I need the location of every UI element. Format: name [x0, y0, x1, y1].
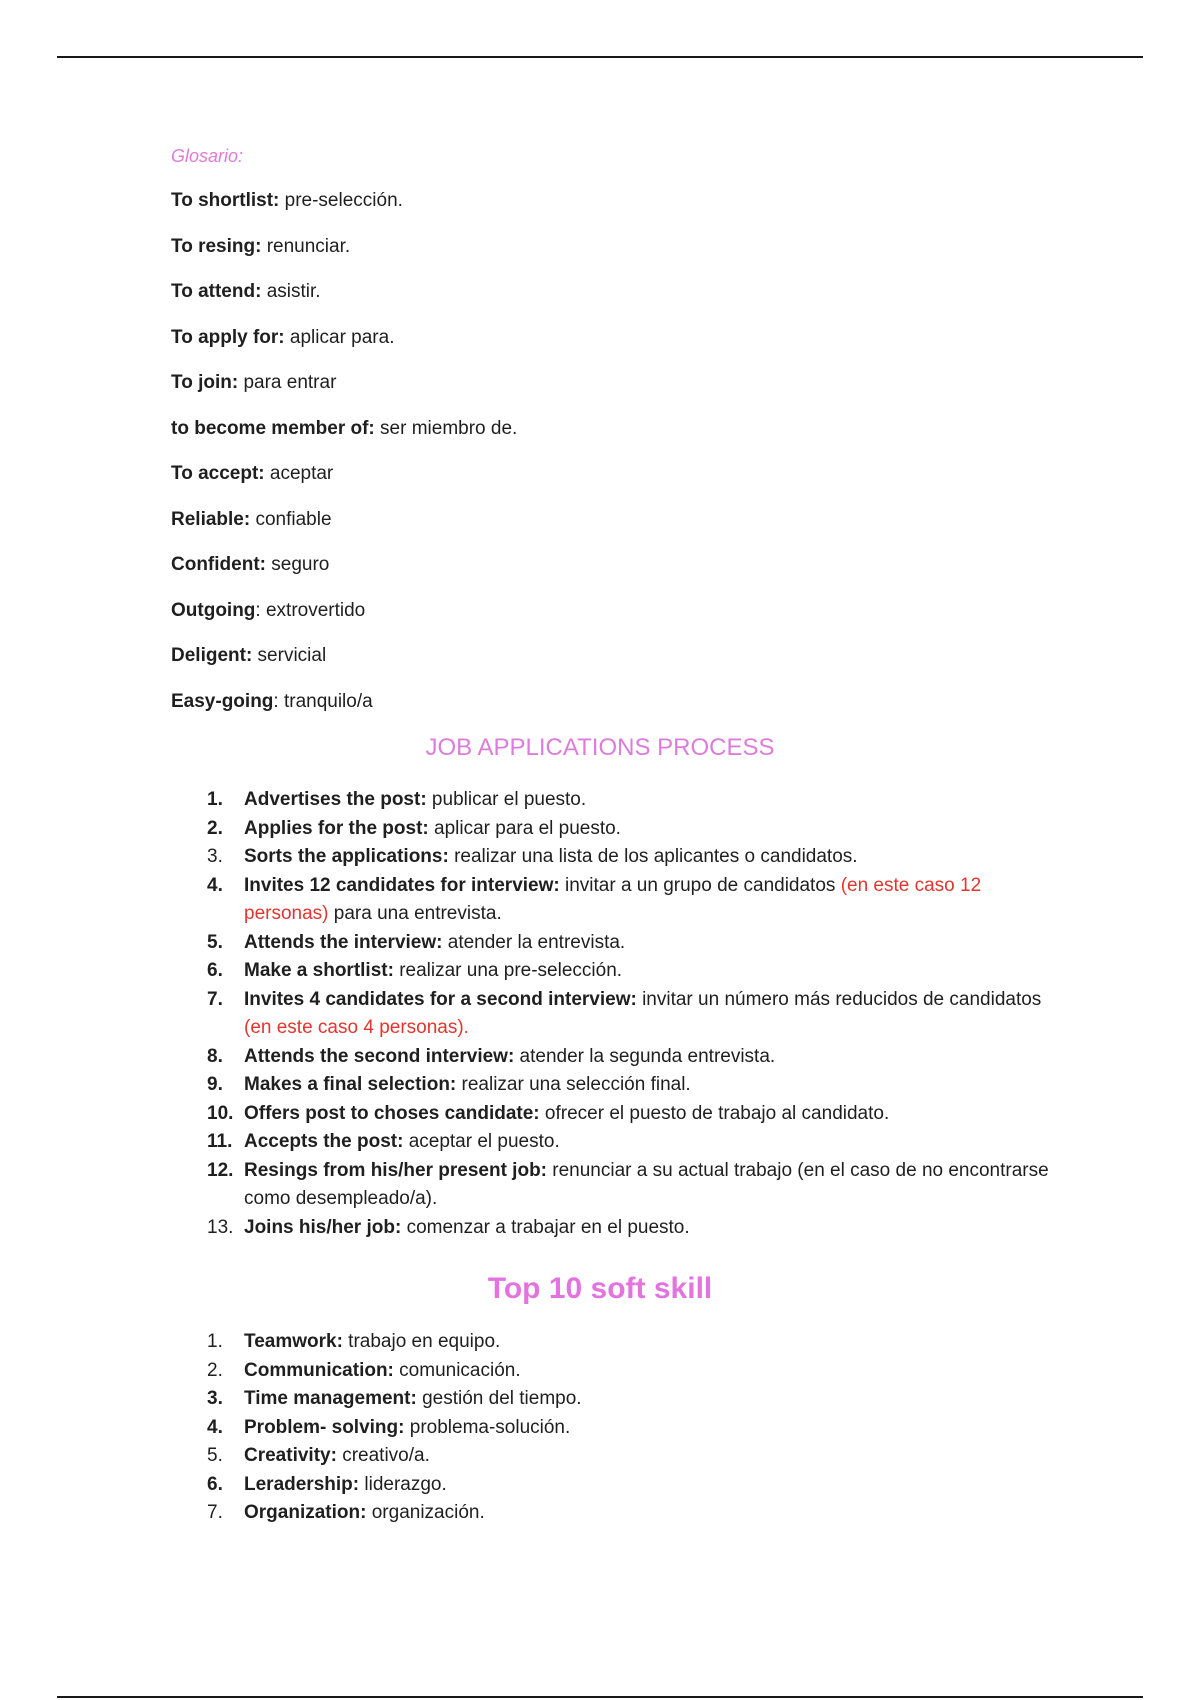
- step-number: 1.: [207, 789, 223, 810]
- glossary-item: [171, 414, 517, 460]
- glossary-definition: para entrar: [238, 372, 337, 393]
- bottom-rule: [57, 1696, 1143, 1698]
- step-definition: realizar una pre-selección.: [393, 960, 623, 981]
- process-step: [207, 1157, 1067, 1214]
- step-term: Applies for the post:: [244, 817, 429, 839]
- glossary-heading: Glosario:: [171, 146, 244, 166]
- glossary-item: [171, 368, 517, 414]
- step-number: 6.: [207, 960, 223, 981]
- skill-number: 1.: [207, 1331, 223, 1352]
- step-definition: aceptar el puesto.: [403, 1131, 560, 1152]
- skill-number: 6.: [207, 1473, 223, 1495]
- step-definition: publicar el puesto.: [426, 789, 587, 810]
- glossary-term: Easy-going: [171, 690, 274, 712]
- step-definition: ofrecer el puesto de trabajo al candidato.: [539, 1102, 890, 1124]
- glossary-item: [171, 641, 517, 687]
- process-step: [207, 1214, 1067, 1243]
- step-term: Makes a final selection:: [244, 1074, 457, 1095]
- step-definition: renunciar a su actual trabajo (en el caso de no encontrarse como desempleado/a).: [244, 1159, 1049, 1209]
- skill-term: Time management:: [244, 1388, 417, 1409]
- glossary-definition: confiable: [250, 508, 332, 530]
- skill-number: 3.: [207, 1388, 223, 1409]
- glossary-item: [171, 550, 517, 596]
- skill-item: [207, 1385, 1067, 1414]
- glossary-item: [171, 277, 517, 323]
- glossary-definition: pre-selección.: [279, 190, 403, 211]
- skill-definition: organización.: [366, 1502, 485, 1523]
- glossary-term: To shortlist:: [171, 190, 280, 211]
- skill-term: Organization:: [244, 1502, 367, 1523]
- skill-term: Problem- solving:: [244, 1416, 405, 1438]
- step-term: Invites 12 candidates for interview:: [244, 874, 560, 896]
- step-definition: invitar un número más reducidos de candidatos: [636, 988, 1042, 1010]
- glossary-item: [171, 459, 517, 505]
- step-number: 12.: [207, 1159, 234, 1181]
- glossary-item: [171, 505, 517, 551]
- skill-item: [207, 1328, 1067, 1357]
- step-number: 5.: [207, 931, 223, 953]
- step-definition: realizar una selección final.: [456, 1074, 691, 1095]
- process-step: [207, 1043, 1067, 1072]
- glossary-term: To join:: [171, 372, 239, 393]
- step-number: 3.: [207, 846, 223, 867]
- process-step: [207, 1128, 1067, 1157]
- skill-number: 4.: [207, 1416, 223, 1438]
- skill-term: Leradership:: [244, 1473, 360, 1495]
- process-step: [207, 815, 1067, 844]
- step-tail: para una entrevista.: [328, 903, 502, 924]
- skills-title: Top 10 soft skill: [487, 1272, 713, 1305]
- step-term: Invites 4 candidates for a second interview:: [244, 988, 637, 1010]
- glossary-definition: : tranquilo/a: [273, 690, 373, 712]
- process-step: [207, 872, 1067, 929]
- step-term: Joins his/her job:: [244, 1216, 402, 1238]
- glossary-item: [171, 186, 517, 232]
- step-term: Accepts the post:: [244, 1131, 404, 1152]
- process-list: [207, 786, 1067, 1242]
- step-number: 10.: [207, 1102, 234, 1124]
- step-term: Offers post to choses candidate:: [244, 1102, 540, 1124]
- glossary-term: To accept:: [171, 463, 265, 484]
- skill-term: Creativity:: [244, 1445, 337, 1466]
- step-number: 9.: [207, 1074, 223, 1095]
- step-definition: comenzar a trabajar en el puesto.: [401, 1216, 690, 1238]
- skill-item: [207, 1471, 1067, 1500]
- skill-definition: liderazgo.: [359, 1473, 447, 1495]
- process-step: [207, 1100, 1067, 1129]
- glossary-term: Deligent:: [171, 645, 253, 666]
- skill-number: 7.: [207, 1502, 223, 1523]
- glossary-term: To apply for:: [171, 326, 285, 348]
- step-term: Attends the interview:: [244, 931, 443, 953]
- step-number: 7.: [207, 988, 223, 1010]
- process-step: [207, 957, 1067, 986]
- glossary-item: [171, 687, 517, 733]
- skill-definition: creativo/a.: [336, 1445, 430, 1466]
- glossary-item: [171, 323, 517, 369]
- step-term: Attends the second interview:: [244, 1045, 515, 1067]
- top-rule: [57, 56, 1143, 58]
- glossary-definition: renunciar.: [261, 235, 351, 257]
- step-number: 2.: [207, 817, 223, 839]
- glossary-definition: servicial: [252, 645, 327, 666]
- glossary-term: Outgoing: [171, 599, 256, 621]
- step-definition: atender la entrevista.: [442, 931, 626, 953]
- step-number: 4.: [207, 874, 223, 896]
- step-definition: aplicar para el puesto.: [428, 817, 621, 839]
- process-step: [207, 843, 1067, 872]
- step-term: Make a shortlist:: [244, 960, 394, 981]
- step-number: 13.: [207, 1216, 234, 1238]
- skill-item: [207, 1499, 1067, 1528]
- glossary-definition: ser miembro de.: [374, 417, 518, 439]
- step-note: (en este caso 4 personas).: [244, 1017, 469, 1038]
- skill-term: Teamwork:: [244, 1331, 343, 1352]
- step-term: Advertises the post:: [244, 789, 427, 810]
- glossary-term: To resing:: [171, 235, 262, 257]
- skill-item: [207, 1357, 1067, 1386]
- step-term: Sorts the applications:: [244, 846, 449, 867]
- step-definition: invitar a un grupo de candidatos: [559, 874, 841, 896]
- step-note: (en este caso 12 personas): [244, 874, 982, 924]
- process-step: [207, 1071, 1067, 1100]
- glossary-definition: : extrovertido: [255, 599, 366, 621]
- skill-number: 2.: [207, 1359, 223, 1381]
- skill-number: 5.: [207, 1445, 223, 1466]
- step-definition: realizar una lista de los aplicantes o candidatos.: [448, 846, 858, 867]
- glossary-definition: aplicar para.: [284, 326, 395, 348]
- step-definition: atender la segunda entrevista.: [514, 1045, 776, 1067]
- glossary-definition: seguro: [265, 554, 330, 575]
- glossary-term: To attend:: [171, 281, 262, 302]
- skill-definition: comunicación.: [393, 1359, 521, 1381]
- skill-definition: gestión del tiempo.: [416, 1388, 582, 1409]
- process-title: JOB APPLICATIONS PROCESS: [425, 734, 775, 761]
- glossary-term: to become member of:: [171, 417, 375, 439]
- glossary-definition: aceptar: [264, 463, 334, 484]
- glossary-list: [171, 186, 517, 732]
- step-term: Resings from his/her present job:: [244, 1159, 547, 1181]
- process-step: [207, 986, 1067, 1043]
- glossary-term: Reliable:: [171, 508, 251, 530]
- glossary-item: [171, 232, 517, 278]
- skills-list: [207, 1328, 1067, 1528]
- step-number: 11.: [207, 1131, 233, 1152]
- skill-term: Communication:: [244, 1359, 394, 1381]
- glossary-term: Confident:: [171, 554, 266, 575]
- glossary-item: [171, 596, 517, 642]
- process-step: [207, 786, 1067, 815]
- skill-item: [207, 1442, 1067, 1471]
- skill-definition: trabajo en equipo.: [342, 1331, 501, 1352]
- process-step: [207, 929, 1067, 958]
- step-number: 8.: [207, 1045, 223, 1067]
- skill-item: [207, 1414, 1067, 1443]
- skill-definition: problema-solución.: [404, 1416, 571, 1438]
- glossary-definition: asistir.: [261, 281, 321, 302]
